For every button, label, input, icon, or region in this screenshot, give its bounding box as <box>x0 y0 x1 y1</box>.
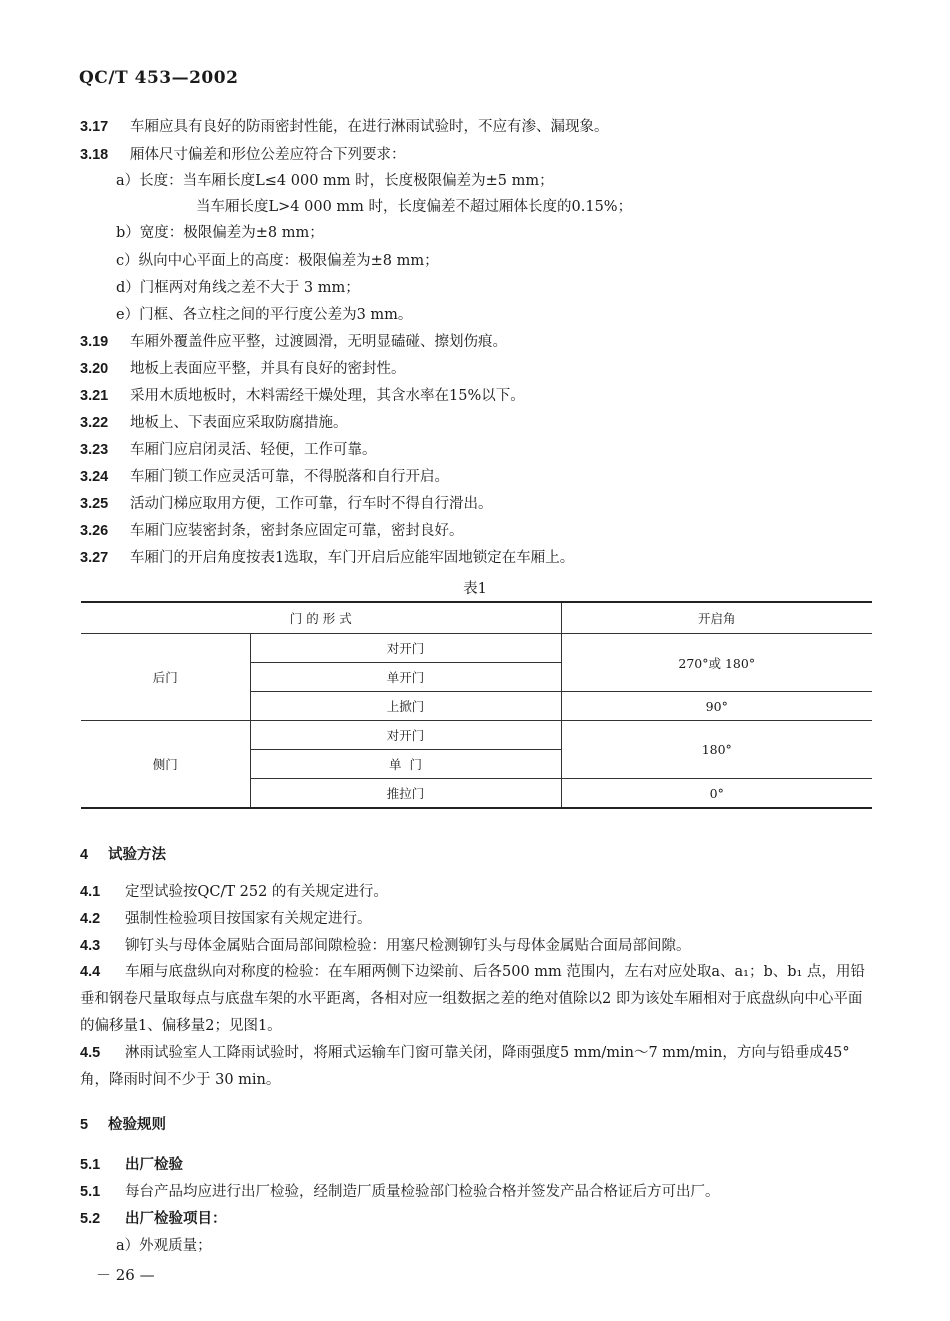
clause-text: 淋雨试验室人工降雨试验时，将厢式运输车门窗可靠关闭，降雨强度5 mm/min～7 mm/min，方向与铅垂成45°角，降雨时间不少于 30 min。 <box>80 1045 850 1088</box>
angle-cell: 90° <box>561 692 872 721</box>
sub-item-a-line1: a）长度：当车厢长度L≤4 000 mm 时，长度极限偏差为±5 mm； <box>116 173 554 189</box>
sub-item-d: d）门框两对角线之差不大于 3 mm； <box>116 280 360 296</box>
section-number: 5 <box>80 1117 89 1133</box>
section-4-heading <box>80 845 166 865</box>
sub-item-c: c）纵向中心平面上的高度：极限偏差为±8 mm； <box>116 253 439 269</box>
clause-4-1 <box>80 882 388 902</box>
section-title: 试验方法 <box>108 847 166 863</box>
clause-number: 4.4 <box>80 964 101 980</box>
clause-number: 3.21 <box>80 388 109 404</box>
clause-number: 3.17 <box>80 119 109 135</box>
clause-number: 4.5 <box>80 1045 101 1061</box>
door-angle-table <box>81 601 872 809</box>
clause-text: 每台产品均应进行出厂检验，经制造厂质量检验部门检验合格并签发产品合格证后方可出厂。 <box>125 1184 720 1200</box>
sub-item-a-line2: 当车厢长度L>4 000 mm 时，长度偏差不超过厢体长度的0.15%； <box>196 199 633 215</box>
clause-text: 车厢与底盘纵向对称度的检验：在车厢两侧下边梁前、后各500 mm 范围内，左右对应处取a、a₁；b、b₁ 点，用铅垂和钢卷尺量取每点与底盘车架的水平距离，各相对应一组数据之差的绝对值除以2 即为该处车厢相对于底盘纵向中心平面的偏移量1、偏移量2；见图1。 <box>80 964 865 1034</box>
door-type-cell: 单 门 <box>250 750 561 779</box>
clause-text: 活动门梯应取用方便，工作可靠，行车时不得自行滑出。 <box>130 496 493 512</box>
clause-3-19 <box>80 332 507 352</box>
clause-text: 车厢应具有良好的防雨密封性能，在进行淋雨试验时，不应有渗、漏现象。 <box>130 119 609 135</box>
clause-number: 3.18 <box>80 147 109 163</box>
clause-number: 4.3 <box>80 938 101 954</box>
clause-3-21 <box>80 386 525 406</box>
clause-number: 3.23 <box>80 442 109 458</box>
door-type-cell: 单开门 <box>250 663 561 692</box>
clause-number: 3.25 <box>80 496 109 512</box>
clause-text: 采用木质地板时，木料需经干燥处理，其含水率在15%以下。 <box>130 388 525 404</box>
clause-text: 地板上、下表面应采取防腐措施。 <box>130 415 348 431</box>
clause-4-4 <box>80 959 872 1040</box>
clause-3-17 <box>80 117 609 137</box>
clause-text: 出厂检验项目： <box>125 1211 227 1227</box>
door-type-cell: 上掀门 <box>250 692 561 721</box>
sub-item-a: a）外观质量； <box>116 1238 212 1254</box>
clause-3-27 <box>80 548 574 568</box>
clause-3-20 <box>80 359 406 379</box>
clause-number: 5.1 <box>80 1184 101 1200</box>
section-title: 检验规则 <box>108 1117 166 1133</box>
clause-number: 3.27 <box>80 550 109 566</box>
angle-cell: 270°或 180° <box>561 634 872 692</box>
section-5-heading <box>80 1115 166 1135</box>
clause-3-24 <box>80 467 449 487</box>
clause-4-2 <box>80 909 372 929</box>
clause-number: 3.19 <box>80 334 109 350</box>
clause-3-22 <box>80 413 348 433</box>
clause-number: 3.26 <box>80 523 109 539</box>
clause-text: 地板上表面应平整，并具有良好的密封性。 <box>130 361 406 377</box>
clause-5-2 <box>80 1209 227 1229</box>
clause-3-26 <box>80 521 464 541</box>
door-type-cell: 对开门 <box>250 634 561 663</box>
clause-number: 4.2 <box>80 911 101 927</box>
clause-3-18 <box>80 145 406 165</box>
clause-number: 5.2 <box>80 1211 101 1227</box>
subsection-title: 出厂检验 <box>125 1157 183 1173</box>
clause-text: 车厢门锁工作应灵活可靠，不得脱落和自行开启。 <box>130 469 449 485</box>
clause-text: 强制性检验项目按国家有关规定进行。 <box>125 911 372 927</box>
clause-number: 3.20 <box>80 361 109 377</box>
clause-text: 厢体尺寸偏差和形位公差应符合下列要求： <box>130 147 406 163</box>
door-type-cell: 推拉门 <box>250 779 561 809</box>
clause-text: 车厢门应装密封条，密封条应固定可靠，密封良好。 <box>130 523 464 539</box>
rear-door-cell: 后门 <box>81 634 250 721</box>
subsection-number: 5.1 <box>80 1157 101 1173</box>
clause-3-25 <box>80 494 493 514</box>
table-row <box>81 721 872 750</box>
header-opening-angle: 开启角 <box>561 602 872 634</box>
clause-4-5 <box>80 1040 872 1094</box>
standard-code: QC/T 453—2002 <box>79 68 239 88</box>
clause-number: 4.1 <box>80 884 101 900</box>
page-number: － 26 — <box>96 1266 155 1284</box>
clause-5-1 <box>80 1182 720 1202</box>
door-type-cell: 对开门 <box>250 721 561 750</box>
clause-text: 铆钉头与母体金属贴合面局部间隙检验：用塞尺检测铆钉头与母体金属贴合面局部间隙。 <box>125 938 691 954</box>
subsection-5-1-heading <box>80 1155 183 1175</box>
clause-text: 车厢门应启闭灵活、轻便，工作可靠。 <box>130 442 377 458</box>
table-row <box>81 634 872 663</box>
clause-text: 车厢门的开启角度按表1选取，车门开启后应能牢固地锁定在车厢上。 <box>130 550 575 566</box>
clause-text: 车厢外覆盖件应平整，过渡圆滑，无明显磕碰、擦划伤痕。 <box>130 334 507 350</box>
sub-item-b: b）宽度：极限偏差为±8 mm； <box>116 225 324 241</box>
clause-number: 3.24 <box>80 469 109 485</box>
sub-item-e: e）门框、各立柱之间的平行度公差为3 mm。 <box>116 307 413 323</box>
table-header-row <box>81 602 872 634</box>
clause-text: 定型试验按QC/T 252 的有关规定进行。 <box>125 884 388 900</box>
section-number: 4 <box>80 847 89 863</box>
table-caption: 表1 <box>463 581 487 597</box>
clause-4-3 <box>80 936 691 956</box>
angle-cell: 0° <box>561 779 872 809</box>
clause-3-23 <box>80 440 377 460</box>
angle-cell: 180° <box>561 721 872 779</box>
side-door-cell: 侧门 <box>81 721 250 809</box>
header-door-form: 门 的 形 式 <box>81 602 561 634</box>
clause-number: 3.22 <box>80 415 109 431</box>
